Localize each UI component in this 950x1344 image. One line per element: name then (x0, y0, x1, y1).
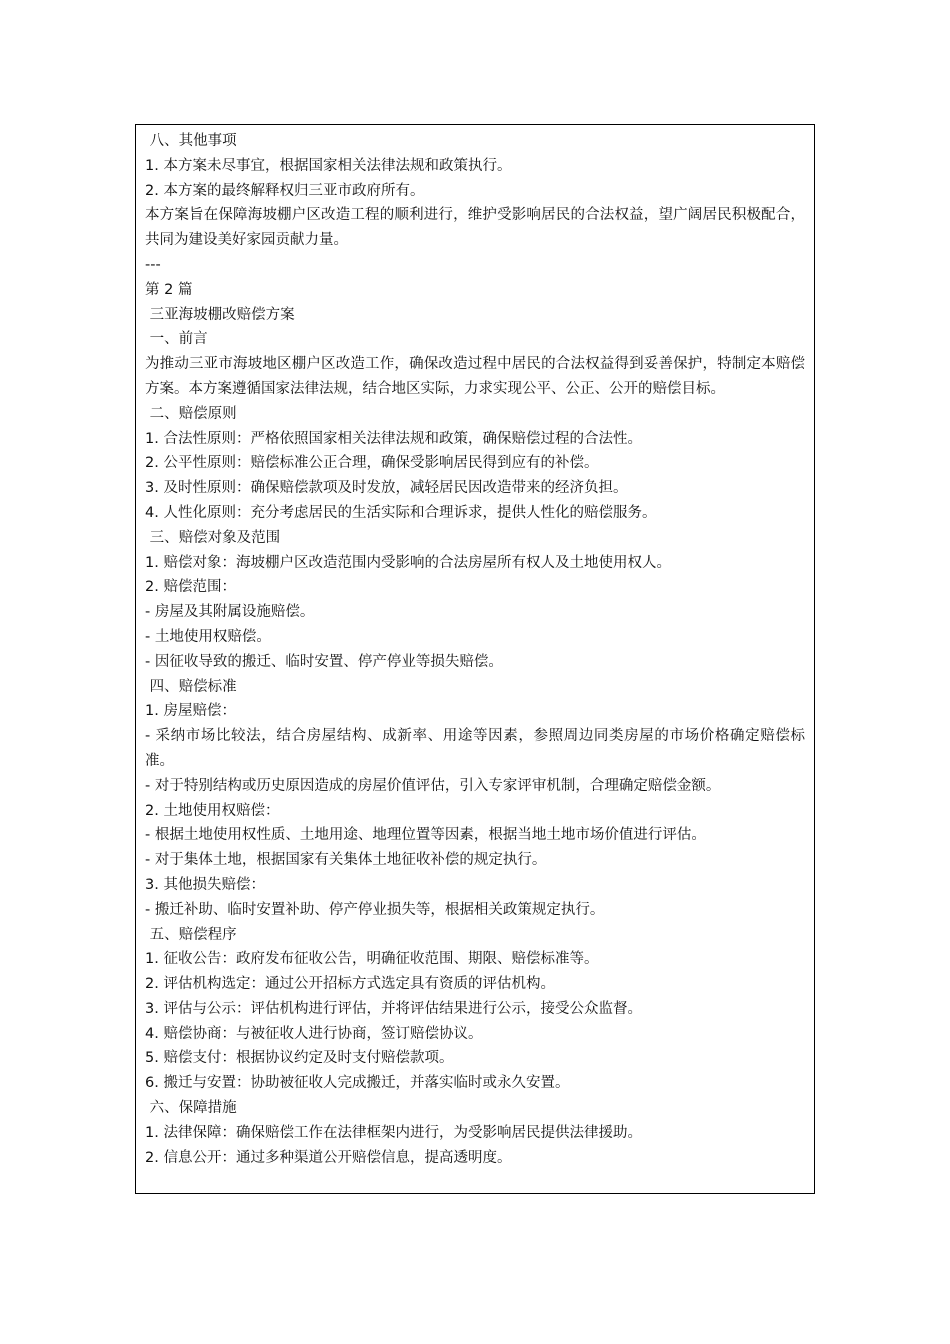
text-line: - 搬迁补助、临时安置补助、停产停业损失等，根据相关政策规定执行。 (145, 901, 605, 918)
section-heading-scope: 三、赔偿对象及范围 (145, 529, 281, 546)
section-heading-other-matters: 八、其他事项 (145, 133, 237, 149)
text-line: 1. 征收公告：政府发布征收公告，明确征收范围、期限、赔偿标准等。 (145, 951, 599, 968)
text-line: 2. 公平性原则：赔偿标准公正合理，确保受影响居民得到应有的补偿。 (145, 455, 599, 472)
text-line: 5. 赔偿支付：根据协议约定及时支付赔偿款项。 (145, 1050, 454, 1067)
text-line: - 对于集体土地，根据国家有关集体土地征收补偿的规定执行。 (145, 852, 547, 869)
article-number: 第 2 篇 (145, 281, 193, 298)
text-line: 6. 搬迁与安置：协助被征收人完成搬迁，并落实临时或永久安置。 (145, 1075, 570, 1092)
text-line: 1. 本方案未尽事宜，根据国家相关法律法规和政策执行。 (145, 157, 512, 174)
text-line: 2. 本方案的最终解释权归三亚市政府所有。 (145, 182, 425, 199)
section-heading-procedure: 五、赔偿程序 (145, 926, 237, 943)
section-heading-preface: 一、前言 (145, 331, 208, 348)
preface-paragraph: 为推动三亚市海坡地区棚户区改造工作，确保改造过程中居民的合法权益得到妥善保护，特制定本赔偿方案。本方案遵循国家法律法规，结合地区实际，力求实现公平、公正、公开的赔偿目标。 (145, 356, 805, 397)
section-heading-principles: 二、赔偿原则 (145, 405, 237, 422)
separator-text: --- (145, 256, 161, 273)
closing-paragraph: 本方案旨在保障海坡棚户区改造工程的顺利进行，维护受影响居民的合法权益，望广阔居民积极配合，共同为建设美好家园贡献力量。 (145, 207, 805, 249)
text-line: 2. 土地使用权赔偿： (145, 802, 280, 819)
section-heading-safeguards: 六、保障措施 (145, 1100, 237, 1117)
text-line: - 房屋及其附属设施赔偿。 (145, 604, 315, 621)
section-heading-standards: 四、赔偿标准 (145, 678, 237, 695)
text-line: 4. 人性化原则：充分考虑居民的生活实际和合理诉求，提供人性化的赔偿服务。 (145, 504, 657, 521)
text-line: 1. 法律保障：确保赔偿工作在法律框架内进行，为受影响居民提供法律援助。 (145, 1124, 642, 1141)
text-line: 1. 房屋赔偿： (145, 703, 236, 720)
text-line: 1. 赔偿对象：海坡棚户区改造范围内受影响的合法房屋所有权人及土地使用权人。 (145, 554, 671, 571)
text-line: - 因征收导致的搬迁、临时安置、停产停业等损失赔偿。 (145, 653, 503, 670)
text-line: 3. 评估与公示：评估机构进行评估，并将评估结果进行公示，接受公众监督。 (145, 1000, 642, 1017)
text-line: - 土地使用权赔偿。 (145, 628, 271, 645)
text-line: 1. 合法性原则：严格依照国家相关法律法规和政策，确保赔偿过程的合法性。 (145, 430, 642, 447)
document-title: 三亚海坡棚改赔偿方案 (145, 306, 295, 323)
document-text-box (135, 124, 815, 1194)
text-line: 3. 其他损失赔偿： (145, 876, 265, 893)
text-line: 3. 及时性原则：确保赔偿款项及时发放，减轻居民因改造带来的经济负担。 (145, 480, 628, 497)
text-line: 4. 赔偿协商：与被征收人进行协商，签订赔偿协议。 (145, 1025, 483, 1042)
text-line: - 对于特别结构或历史原因造成的房屋价值评估，引入专家评审机制，合理确定赔偿金额。 (145, 777, 721, 794)
text-line: - 根据土地使用权性质、土地用途、地理位置等因素，根据当地土地市场价值进行评估。 (145, 827, 706, 844)
text-line: 2. 赔偿范围： (145, 579, 236, 596)
text-line: 2. 信息公开：通过多种渠道公开赔偿信息，提高透明度。 (145, 1149, 512, 1166)
text-line: - 采纳市场比较法，结合房屋结构、成新率、用途等因素，参照周边同类房屋的市场价格确定赔偿标准。 (145, 728, 805, 769)
text-line: 2. 评估机构选定：通过公开招标方式选定具有资质的评估机构。 (145, 976, 555, 993)
